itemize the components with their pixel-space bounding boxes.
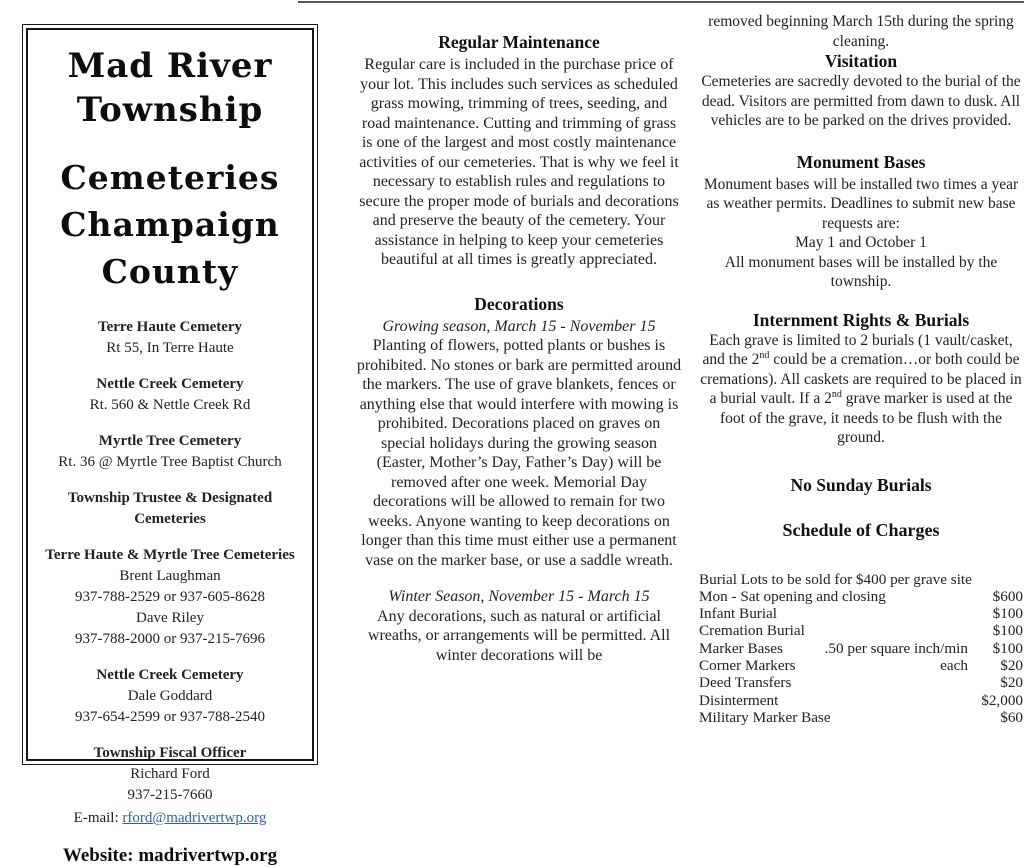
page-top-rule	[298, 1, 1024, 3]
brochure-subtitle	[36, 154, 304, 295]
interment-text: grave marker is used at the foot of the grave, it needs to be flush with the ground.	[720, 390, 1013, 446]
entry-heading: Township Fiscal Officer	[93, 745, 247, 761]
entry-line: 937-215-7660	[127, 787, 213, 803]
table-row	[699, 622, 1023, 639]
charge-price: $100	[992, 639, 1023, 657]
table-row	[699, 674, 1023, 691]
cover-panel	[22, 24, 318, 866]
list-item	[36, 545, 304, 650]
entry-heading: Nettle Creek Cemetery	[96, 667, 244, 683]
subtitle-line-3: County	[101, 252, 239, 291]
charge-label: Deed Transfers	[699, 674, 792, 692]
decorations-heading: Decorations	[474, 293, 564, 314]
cover-panel-inner	[26, 28, 314, 866]
entry-line: 937-788-2000 or 937-215-7696	[75, 631, 265, 647]
charge-label: Infant Burial	[699, 605, 778, 623]
email-link[interactable]: rford@madrivertwp.org	[122, 810, 267, 826]
visitation-heading: Visitation	[824, 51, 898, 71]
charge-label: Marker Bases	[699, 639, 783, 657]
monument-paragraph-3: All monument bases will be installed by the township.	[724, 253, 998, 290]
growing-season-note: Growing season, March 15 - November 15	[382, 317, 656, 335]
charge-price: $100	[992, 622, 1023, 640]
growing-season-paragraph: Planting of flowers, potted plants or bushes is prohibited. No stones or bark are permitted around the markers. The use of grave blankets, fences or anything else that would interfere with mowing is prohibited. Decorations placed on graves on special holidays during the growing season (Easter, Mother’s Day, Father’s Day) will be removed after one week. Memorial Day decorations will be allowed to remain for two weeks. Anyone wanting to keep decorations on longer than this time must either use a permanent vase on the marker base, or use a saddle wreath.	[356, 337, 682, 569]
entry-line: Rt. 36 @ Myrtle Tree Baptist Church	[58, 454, 282, 470]
entry-heading: Terre Haute & Myrtle Tree Cemeteries	[45, 547, 295, 563]
monument-paragraph-1: Monument bases will be installed two times a year as weather permits. Deadlines to submit new base requests are:	[703, 175, 1019, 232]
entry-line: Rt. 560 & Nettle Creek Rd	[89, 397, 251, 413]
no-sunday-burials-heading: No Sunday Burials	[790, 474, 932, 495]
table-row	[699, 709, 1023, 726]
email-label: E-mail:	[73, 810, 123, 826]
entry-heading: Nettle Creek Cemetery	[96, 376, 244, 392]
table-row	[699, 640, 1023, 657]
charge-label: Corner Markers	[699, 656, 796, 674]
table-row	[699, 692, 1023, 709]
entry-line: Dale Goddard	[127, 688, 213, 704]
list-item	[36, 431, 304, 473]
entry-heading: Township Trustee & Designated Cemeteries	[67, 490, 273, 527]
charge-note: .50 per square inch/min	[824, 639, 968, 657]
table-row	[699, 605, 1023, 622]
list-item	[36, 743, 304, 829]
charge-price: $20	[1000, 656, 1023, 674]
regular-maintenance-heading: Regular Maintenance	[438, 32, 600, 52]
winter-season-note: Winter Season, November 15 - March 15	[388, 588, 650, 605]
winter-continuation-paragraph: removed beginning March 15th during the spring cleaning.	[708, 13, 1014, 50]
charge-price: $600	[992, 587, 1023, 605]
subtitle-line-2: Champaign	[60, 205, 280, 244]
entry-line: 937-788-2529 or 937-605-8628	[75, 589, 265, 605]
entry-line: 937-654-2599 or 937-788-2540	[75, 709, 265, 725]
charge-label: Military Marker Base	[699, 708, 831, 726]
schedule-of-charges-heading: Schedule of Charges	[782, 519, 940, 540]
interment-text: could be a cremation…or both could be cremations). All caskets are required to be placed in a burial vault. If a 2	[700, 351, 1022, 407]
charge-price: $100	[992, 605, 1023, 623]
winter-season-paragraph: Any decorations, such as natural or artificial wreaths, or arrangements will be permitted. All winter decorations will be	[367, 607, 671, 664]
charge-note: each	[940, 656, 968, 674]
website-text: Website: madrivertwp.org	[62, 845, 278, 866]
visitation-paragraph: Cemeteries are sacredly devoted to the burial of the dead. Visitors are permitted from dawn to dusk. All vehicles are to be parked on the drives provided.	[701, 73, 1021, 129]
cemetery-directory	[36, 317, 304, 829]
entry-line: Rt 55, In Terre Haute	[106, 340, 234, 356]
monument-paragraph-2: May 1 and October 1	[795, 234, 927, 251]
subtitle-line-1: Cemeteries	[60, 158, 280, 197]
ordinal-superscript: nd	[759, 349, 770, 361]
ordinal-superscript: nd	[831, 388, 842, 400]
charge-price: $2,000	[981, 691, 1023, 709]
interment-heading: Internment Rights & Burials	[752, 309, 970, 330]
table-row	[699, 588, 1023, 605]
interment-paragraph	[699, 331, 1023, 448]
regular-maintenance-paragraph: Regular care is included in the purchase price of your lot. This includes such services as scheduled grass mowing, trimming of trees, seeding, and road maintenance. Cutting and trimming of grass is one of the largest and most costly maintenance activities of our cemeteries. That is why we feel it necessary to establish rules and regulations to secure the proper mode of burials and decorations and preserve the beauty of the cemetery. Your assistance in helping to keep your cemeteries beautiful at all times is greatly appreciated.	[359, 56, 679, 268]
table-row	[699, 657, 1023, 674]
charge-label: Mon - Sat opening and closing	[699, 587, 886, 605]
interment-text: Each grave is limited to 2 burials (1 vault/casket, and the 2	[702, 331, 1013, 368]
email-line	[36, 808, 304, 829]
list-item	[36, 317, 304, 359]
entry-heading: Myrtle Tree Cemetery	[98, 433, 242, 449]
charges-table	[699, 571, 1023, 727]
charge-label: Disinterment	[699, 691, 779, 709]
table-row	[699, 571, 1023, 588]
brochure-title	[36, 44, 304, 132]
entry-line: Richard Ford	[130, 766, 210, 782]
monument-bases-heading: Monument Bases	[796, 151, 926, 172]
entry-line: Dave Riley	[136, 610, 204, 626]
right-column	[699, 12, 1023, 726]
list-item	[36, 488, 304, 530]
list-item	[36, 374, 304, 416]
charge-label: Cremation Burial	[699, 622, 805, 640]
list-item	[36, 665, 304, 728]
entry-heading: Terre Haute Cemetery	[97, 319, 243, 335]
charge-label: Burial Lots to be sold for $400 per grave site	[699, 570, 972, 588]
charge-price: $60	[1000, 708, 1023, 726]
middle-column	[356, 32, 682, 665]
entry-line: Brent Laughman	[119, 568, 221, 584]
title-line-1: Mad River	[67, 46, 273, 86]
title-line-2: Township	[76, 90, 264, 130]
charge-price: $20	[1000, 674, 1023, 692]
